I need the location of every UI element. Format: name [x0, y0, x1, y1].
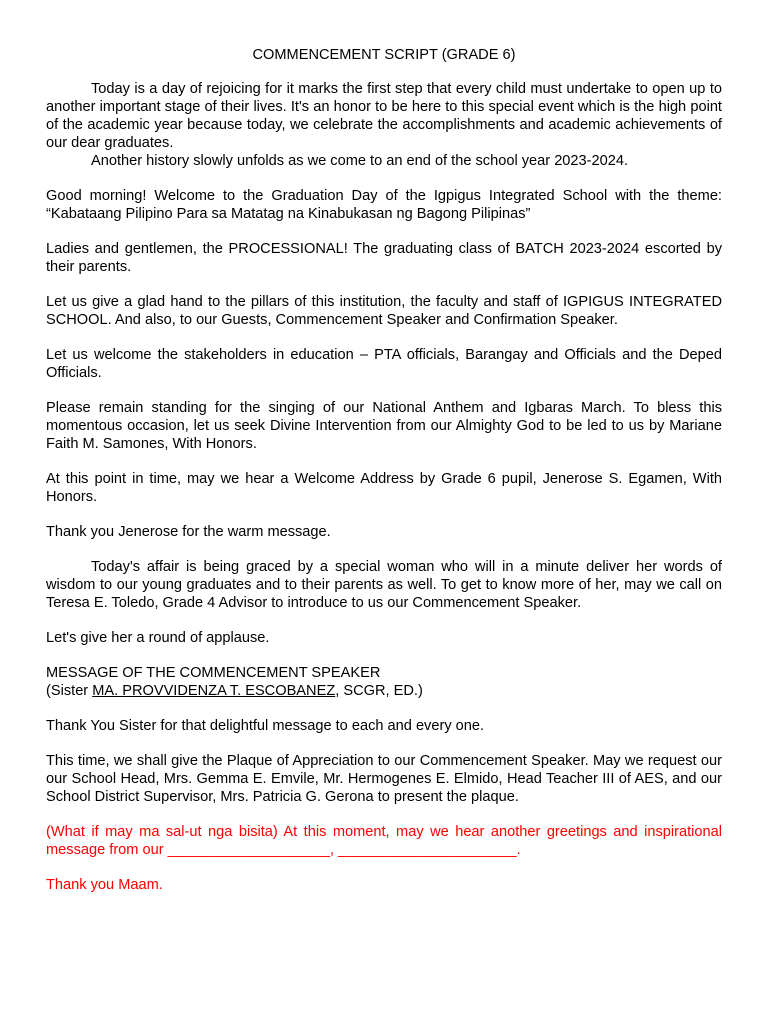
- paragraph-opening: Today is a day of rejoicing for it marks the first step that every child must undertake to open up to another important stage of their lives. It's an honor to be here to this special event which is the high point of the academic year because today, we celebrate the accomplishments and academic achievements of our dear graduates.: [46, 81, 722, 151]
- paragraph-plaque: This time, we shall give the Plaque of Appreciation to our Commencement Speaker. May we request our our School Head, Mrs. Gemma E. Emvile, Mr. Hermogenes E. Elmido, Head Teacher III of AES, and our School District Supervisor, Mrs. Patricia G. Gerona to present the plaque.: [46, 753, 722, 805]
- paragraph-history: Another history slowly unfolds as we come to an end of the school year 2023-2024.: [91, 153, 629, 169]
- paragraph-stakeholders: Let us welcome the stakeholders in education – PTA officials, Barangay and Officials and the Deped Officials.: [46, 347, 722, 381]
- speaker-line: [46, 682, 722, 700]
- speaker-name: MA. PROVVIDENZA T. ESCOBANEZ: [92, 683, 336, 699]
- speaker-heading: MESSAGE OF THE COMMENCEMENT SPEAKER: [46, 665, 381, 681]
- paragraph-applause: Let's give her a round of applause.: [46, 630, 270, 646]
- paragraph-processional: Ladies and gentlemen, the PROCESSIONAL! The graduating class of BATCH 2023-2024 escorted by their parents.: [46, 241, 722, 275]
- paragraph-special-woman: Today's affair is being graced by a special woman who will in a minute deliver her words of wisdom to our young graduates and to their parents as well. To get to know more of her, may we call on Teresa E. Toledo, Grade 4 Advisor to introduce to us our Commencement Speaker.: [46, 559, 722, 611]
- paragraph-welcome: Good morning! Welcome to the Graduation Day of the Igpigus Integrated School with the theme: “Kabataang Pilipino Para sa Matatag na Kinabukasan ng Bagong Pilipinas”: [46, 188, 722, 222]
- paragraph-thanks-jenerose: Thank you Jenerose for the warm message.: [46, 524, 331, 540]
- paragraph-anthem: Please remain standing for the singing of our National Anthem and Igbaras March. To bless this momentous occasion, let us seek Divine Intervention from our Almighty God to be led to us by Mariane Faith M. Samones, With Honors.: [46, 400, 722, 452]
- paragraph-guest-greetings: (What if may ma sal-ut nga bisita) At this moment, may we hear another greetings and inspirational message from our ____________________, ______________________.: [46, 824, 722, 858]
- speaker-prefix: (Sister: [46, 683, 93, 699]
- paragraph-pillars: Let us give a glad hand to the pillars of this institution, the faculty and staff of IGPIGUS INTEGRATED SCHOOL. And also, to our Guests, Commencement Speaker and Confirmation Speaker.: [46, 294, 722, 328]
- document-page: [46, 46, 722, 894]
- speaker-suffix: , SCGR, ED.): [335, 683, 423, 699]
- paragraph-thank-maam: Thank you Maam.: [46, 877, 163, 893]
- paragraph-thank-sister: Thank You Sister for that delightful message to each and every one.: [46, 718, 485, 734]
- document-title: COMMENCEMENT SCRIPT (GRADE 6): [252, 47, 516, 63]
- paragraph-welcome-address: At this point in time, may we hear a Welcome Address by Grade 6 pupil, Jenerose S. Egamen, With Honors.: [46, 471, 722, 505]
